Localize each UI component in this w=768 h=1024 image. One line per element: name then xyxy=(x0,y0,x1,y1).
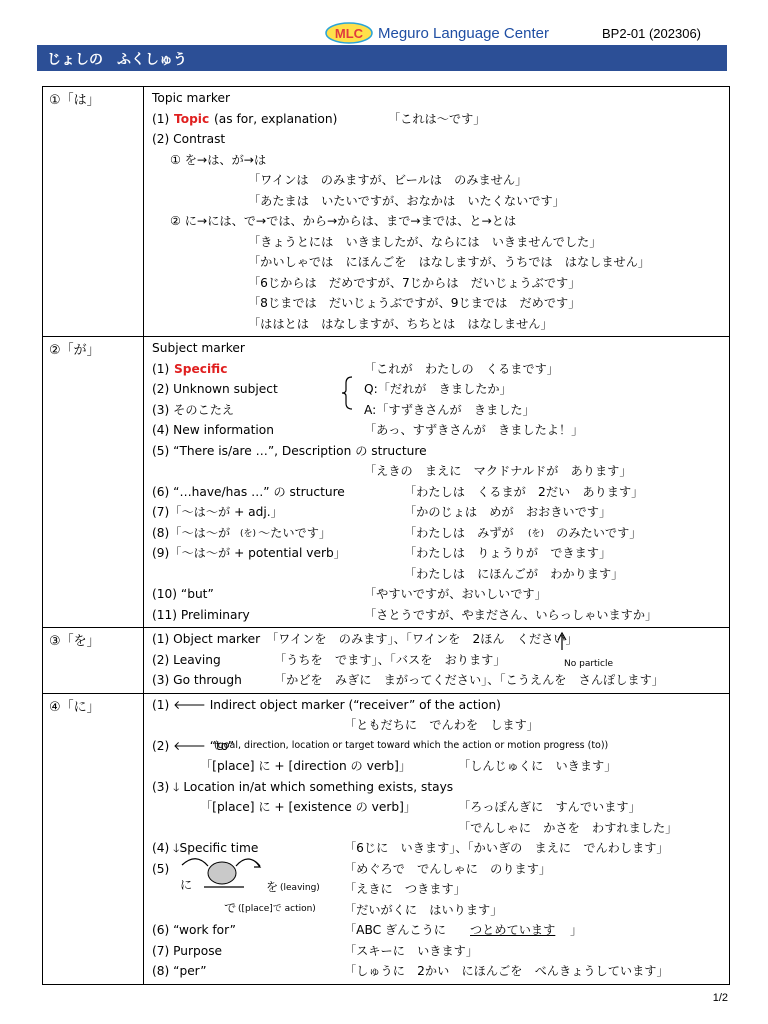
line-text: Subject marker xyxy=(152,341,245,355)
example-text: 「わたしは みずが xyxy=(404,525,514,540)
example-text: 「めぐろで でんしゃに のります」 xyxy=(344,861,552,876)
underlined-text: つとめています xyxy=(470,923,556,937)
line-text: (8) “per” xyxy=(152,964,207,978)
line-text: (8)「～は～が xyxy=(152,525,231,540)
example-text: 「スキーに いきます」 xyxy=(344,943,479,958)
qa-brace xyxy=(342,377,352,409)
example-text: 「しんじゅくに いきます」 xyxy=(458,759,617,773)
example-text: 「えきの まえに マクドナルドが あります」 xyxy=(364,464,632,478)
example-text: 「やすいですが、おいしいです」 xyxy=(364,587,547,601)
line-text: (1) xyxy=(152,111,170,126)
line-text: (11) Preliminary xyxy=(152,607,250,622)
no-particle-arrow xyxy=(558,633,566,650)
example-text: 「えきに つきます」 xyxy=(344,882,466,896)
line-text: (5) xyxy=(152,861,170,876)
diagram-circle xyxy=(208,862,236,884)
example-text: 「これが わたしの くるまです」 xyxy=(364,361,559,376)
example-text: A:「すずきさんが きました」 xyxy=(364,402,535,417)
no-particle-note: No particle xyxy=(564,658,614,669)
example-text: 「かどを みぎに まがってください」、「こうえんを さんぽします」 xyxy=(274,673,664,687)
line-text: (2) 🡐 “to” xyxy=(152,738,235,753)
diagram-note: ([place]で action) xyxy=(238,903,316,914)
section-label: ④「に」 xyxy=(43,693,144,984)
line-text: (7) Purpose xyxy=(152,943,223,958)
line-text: (6) “…have/has …” の structure xyxy=(152,484,345,499)
example-text: 「しゅうに 2かい にほんごを べんきょうしています」 xyxy=(344,964,669,978)
small-note: (を) xyxy=(528,528,545,539)
line-text: (6) “work for” xyxy=(152,923,236,937)
example-text: 「ろっぽんぎに すんでいます」 xyxy=(458,800,641,814)
line-text: (3) Go through xyxy=(152,673,242,687)
example-text: 「これは～です」 xyxy=(388,111,486,126)
example-text: 「あっ、すずきさんが きましたよ！」 xyxy=(364,423,584,437)
example-text: 「6じに いきます」、「かいぎの まえに でんわします」 xyxy=(344,841,669,855)
diagram-wo: を xyxy=(266,880,279,894)
section-label: ③「を」 xyxy=(43,628,144,694)
line-text: (10) “but” xyxy=(152,587,214,601)
line-text: 「[place] に + [existence の verb]」 xyxy=(200,800,417,814)
page-number: 1/2 xyxy=(712,992,728,1004)
line-text: (as for, explanation) xyxy=(214,111,338,126)
example-text: のみたいです」 xyxy=(544,525,642,540)
line-text: (9)「～は～が + potential verb」 xyxy=(152,546,346,560)
diagram-arrow-in xyxy=(182,859,208,866)
line-text: (3) そのこたえ xyxy=(152,402,235,417)
line-text: Topic marker xyxy=(152,91,231,105)
example-text: 「でんしゃに かさを わすれました」 xyxy=(458,820,678,835)
topic-highlight: Topic xyxy=(174,111,210,126)
line-text: 「[place] に + [direction の verb]」 xyxy=(200,759,412,773)
center-name: Meguro Language Center xyxy=(378,25,549,42)
line-text: ① を→は、が→は xyxy=(170,152,267,167)
line-text: (2) Unknown subject xyxy=(152,382,278,396)
example-text: 「わたしは りょうりが できます」 xyxy=(404,546,612,560)
example-text: 「わたしは にほんごが わかります」 xyxy=(404,566,624,581)
example-text: 「ははとは はなしますが、ちちとは はなしません」 xyxy=(248,316,553,331)
example-text: 「ともだちに でんわを します」 xyxy=(344,718,539,732)
line-text: (5) “There is/are …”, Description の structure xyxy=(152,443,427,458)
line-text: (1) xyxy=(152,361,170,376)
small-note: (goal, direction, location or target toward which the action or motion progress (to)) xyxy=(214,739,609,751)
line-text: (4) New information xyxy=(152,423,274,437)
example-text: 」 xyxy=(570,923,583,937)
specific-highlight: Specific xyxy=(174,361,228,376)
example-text: 「わたしは くるまが 2だい あります」 xyxy=(404,484,644,499)
line-text: (1) 🡐 Indirect object marker (“receiver” of the action) xyxy=(152,697,501,712)
example-text: 「ABC ぎんこうに xyxy=(344,923,459,937)
line-text: (2) Contrast xyxy=(152,132,226,146)
line-text: (3) 🡓 Location in/at which something exists, stays xyxy=(152,779,454,794)
line-text: (2) Leaving xyxy=(152,652,221,667)
example-text: 「さとうですが、やまださん、いらっしゃいますか」 xyxy=(364,607,658,622)
small-note: (を) xyxy=(240,528,257,539)
line-text: ② に→には、で→では、から→からは、まで→までは、と→とは xyxy=(170,214,517,228)
example-text: 「ワインを のみます」、「ワインを 2ほん ください」 xyxy=(266,632,578,646)
document-code: BP2-01 (202306) xyxy=(602,26,702,41)
example-text: 「あたまは いたいですが、おなかは いたくないです」 xyxy=(248,193,565,208)
example-text: 「かいしゃでは にほんごを はなしますが、うちでは はなしません」 xyxy=(248,255,651,269)
logo-text: MLC xyxy=(334,26,364,41)
example-text: 「うちを でます」、「バスを おります」 xyxy=(274,652,506,667)
example-text: 「かのじょは めが おおきいです」 xyxy=(404,505,612,519)
page-title: じょしの ふくしゅう xyxy=(47,52,187,68)
example-text: 「ワインは のみますが、ビールは のみません」 xyxy=(248,173,528,187)
example-text: Q:「だれが きましたか」 xyxy=(364,382,512,396)
diagram-de: で xyxy=(224,900,237,915)
diagram-ni: に xyxy=(180,878,193,892)
line-text: (1) Object marker xyxy=(152,632,261,646)
line-text: (4) 🡓Specific time xyxy=(152,841,259,855)
example-text: 「6じからは だめですが、7じからは だいじょうぶです」 xyxy=(248,275,581,290)
line-text: ～たいです」 xyxy=(258,525,332,540)
line-text: (7)「～は～が + adj.」 xyxy=(152,505,283,519)
example-text: 「きょうとには いきましたが、ならには いきませんでした」 xyxy=(248,234,602,249)
diagram-note: (leaving) xyxy=(280,883,320,893)
example-text: 「だいがくに はいります」 xyxy=(344,902,503,917)
section-label: ②「が」 xyxy=(43,337,144,628)
example-text: 「8じまでは だいじょうぶですが、9じまでは だめです」 xyxy=(248,296,581,310)
section-label: ①「は」 xyxy=(43,87,144,337)
